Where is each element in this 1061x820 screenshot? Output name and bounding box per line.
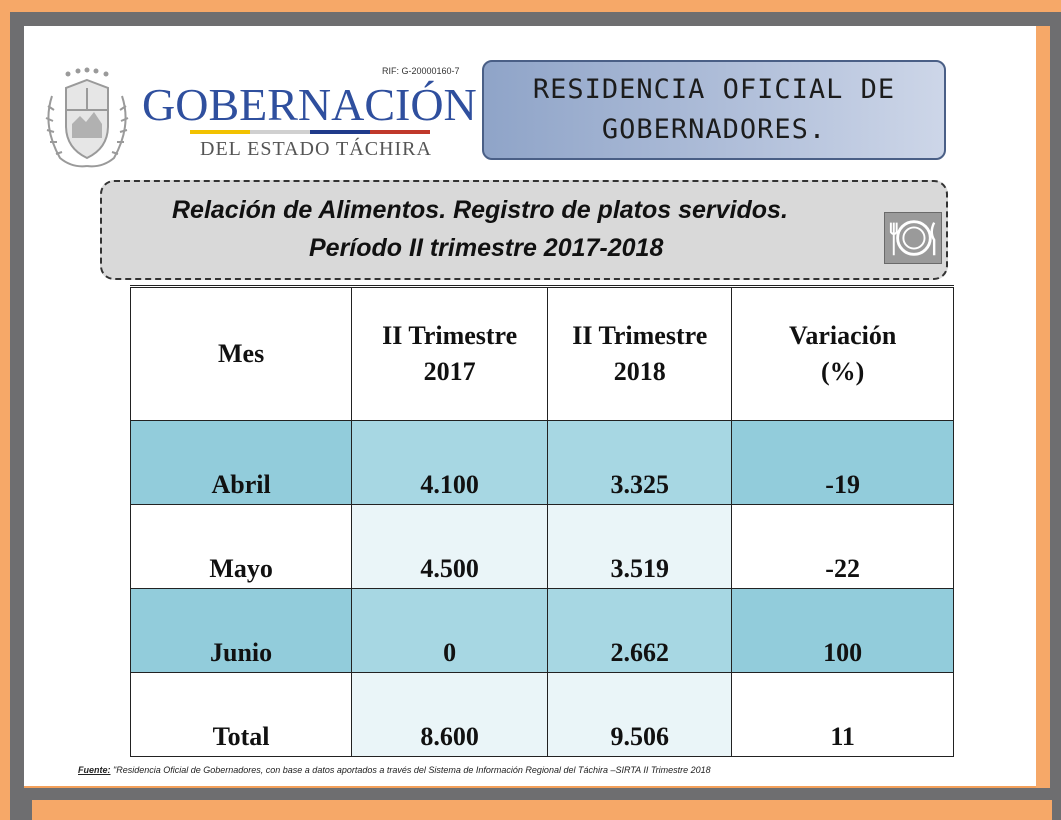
cell-mes: Junio <box>131 589 352 673</box>
cell-2017: 0 <box>352 589 548 673</box>
flag-white <box>250 130 310 134</box>
gobernacion-title: GOBERNACIÓN <box>142 79 477 130</box>
table-total-row <box>131 673 954 757</box>
cell-variacion: 100 <box>732 589 954 673</box>
frame-right-border <box>1036 26 1050 788</box>
flag-stripe <box>190 130 430 134</box>
footnote-text: "Residencia Oficial de Gobernadores, con base a datos aportados a través del Sistema de Información Regional del Táchira –SIRTA II Trimestre 2018 <box>110 765 711 775</box>
flag-red <box>370 130 430 134</box>
cell-2017: 8.600 <box>352 673 548 757</box>
flag-blue <box>310 130 370 134</box>
header-trimestre-2017: II Trimestre 2017 <box>352 287 548 421</box>
cell-variacion: -22 <box>732 505 954 589</box>
cell-2018: 3.519 <box>548 505 732 589</box>
flag-yellow <box>190 130 250 134</box>
plate-icon <box>884 212 942 264</box>
header-line-1: RESIDENCIA OFICIAL DE <box>532 74 896 105</box>
report-title-line-2: Período II trimestre 2017-2018 <box>309 234 664 262</box>
cell-2017: 4.100 <box>352 421 548 505</box>
platos-table <box>130 285 954 757</box>
gobernacion-subtitle: DEL ESTADO TÁCHIRA <box>200 138 432 160</box>
cell-variacion: 11 <box>732 673 954 757</box>
report-title-line-1: Relación de Alimentos. Registro de platos servidos. <box>172 196 788 224</box>
source-footnote <box>78 765 711 775</box>
frame-gray-top <box>10 12 1061 26</box>
frame-gray-left <box>10 12 24 820</box>
coat-of-arms-icon <box>38 66 136 174</box>
cell-variacion: -19 <box>732 421 954 505</box>
cell-2018: 3.325 <box>548 421 732 505</box>
table-row <box>131 589 954 673</box>
header-variacion: Variación (%) <box>732 287 954 421</box>
cell-mes: Mayo <box>131 505 352 589</box>
cell-mes: Abril <box>131 421 352 505</box>
table-row <box>131 505 954 589</box>
footnote-label: Fuente: <box>78 765 111 775</box>
cell-2018: 9.506 <box>548 673 732 757</box>
frame-bottom-border <box>32 800 1052 820</box>
header-line-2: GOBERNADORES. <box>601 114 827 145</box>
report-title-box <box>100 180 948 280</box>
header-banner <box>482 60 946 160</box>
header-trimestre-2018: II Trimestre 2018 <box>548 287 732 421</box>
header-mes: Mes <box>131 287 352 421</box>
cell-2018: 2.662 <box>548 589 732 673</box>
rif-number: RIF: G-20000160-7 <box>382 66 460 76</box>
table-row <box>131 421 954 505</box>
table-header-row <box>131 287 954 421</box>
frame-gray-right <box>1050 12 1061 820</box>
cell-mes: Total <box>131 673 352 757</box>
cell-2017: 4.500 <box>352 505 548 589</box>
